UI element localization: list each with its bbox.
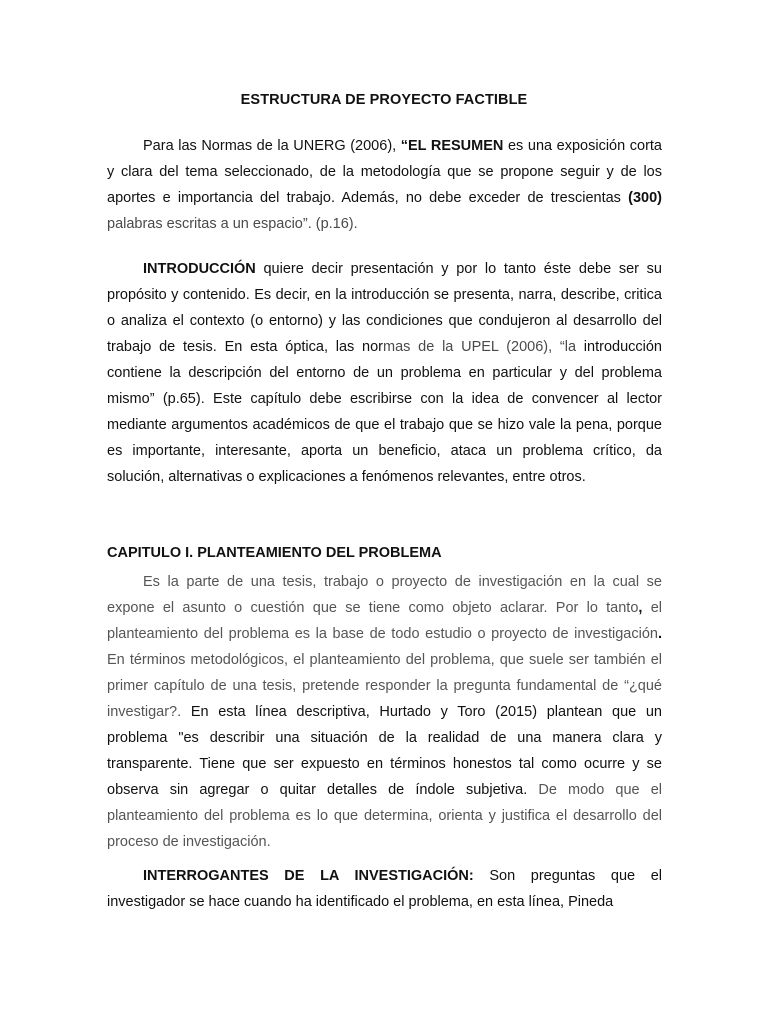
paragraph-interrogantes (107, 863, 662, 915)
chapter-heading: CAPITULO I. PLANTEAMIENTO DEL PROBLEMA (107, 545, 442, 561)
document-title: ESTRUCTURA DE PROYECTO FACTIBLE (240, 92, 528, 108)
resumen-term: “EL RESUMEN (400, 138, 504, 154)
paragraph-planteamiento (107, 569, 662, 855)
interrogantes-body-text: Son preguntas que el investigador se hace cuando ha identificado el problema, en esta línea, Pineda (107, 868, 662, 910)
paragraph-resumen (107, 133, 662, 237)
planteamiento-hurtado-text: En esta línea descriptiva, Hurtado y Toro (2015) plantean que un problema "es describir una situación de la realidad de una manera clara y transparente. Tiene que ser expuesto en términos honestos tal como ocurre y se observa sin agregar o quitar detalles de índole subjetiva. (107, 704, 662, 798)
planteamiento-base-text: el planteamiento del problema es la base de todo estudio o proyecto de investigación (107, 600, 662, 642)
introduccion-body-text: quiere decir presentación y por lo tanto éste debe ser su propósito y contenido. Es decir, en la introducción se presenta, narra, describe, critica o analiza el contexto (o entorno) y las condiciones que condujeron al desarrollo del trabajo de tesis. En esta óptica, las nor (107, 261, 662, 355)
interrogantes-term: INTERROGANTES DE LA INVESTIGACIÓN: (143, 868, 474, 884)
planteamiento-period: . (657, 626, 662, 642)
planteamiento-methodology-text: En términos metodológicos, el planteamiento del problema, que suele ser también el primer capítulo de una tesis, pretende responder la pregunta fundamental de “¿qué investigar?. (107, 652, 662, 720)
planteamiento-definition: Es la parte de una tesis, trabajo o proyecto de investigación en la cual se expone el asunto o cuestión que se tiene como objeto aclarar. Por lo tanto (107, 574, 662, 616)
resumen-word-limit: (300) (628, 190, 662, 206)
introduccion-upel-ref: mas de la UPEL (2006), “la (383, 339, 577, 355)
introduccion-quote-text: introducción contiene la descripción del entorno de un problema en particular y del problema mismo” (p.65). Este capítulo debe escribirse con la idea de convencer al lector mediante argumentos académicos de que el trabajo que se hizo vale la pena, porque es importante, interesante, aporta un beneficio, ataca un problema crítico, da solución, alternativas o explicaciones a fenómenos relevantes, entre otros. (107, 339, 662, 485)
planteamiento-conclusion-text: De modo que el planteamiento del problema es lo que determina, orienta y justifica el desarrollo del proceso de investigación. (107, 782, 662, 850)
resumen-citation: palabras escritas a un espacio”. (p.16). (107, 216, 358, 232)
paragraph-introduccion (107, 256, 662, 490)
introduccion-term: INTRODUCCIÓN (143, 261, 256, 277)
resumen-intro-text: Para las Normas de la UNERG (2006), (143, 138, 401, 154)
planteamiento-comma: , (638, 600, 643, 616)
resumen-body-text: es una exposición corta y clara del tema seleccionado, de la metodología que se propone seguir y de los aportes e importancia del trabajo. Además, no debe exceder de trescientas (107, 138, 663, 206)
